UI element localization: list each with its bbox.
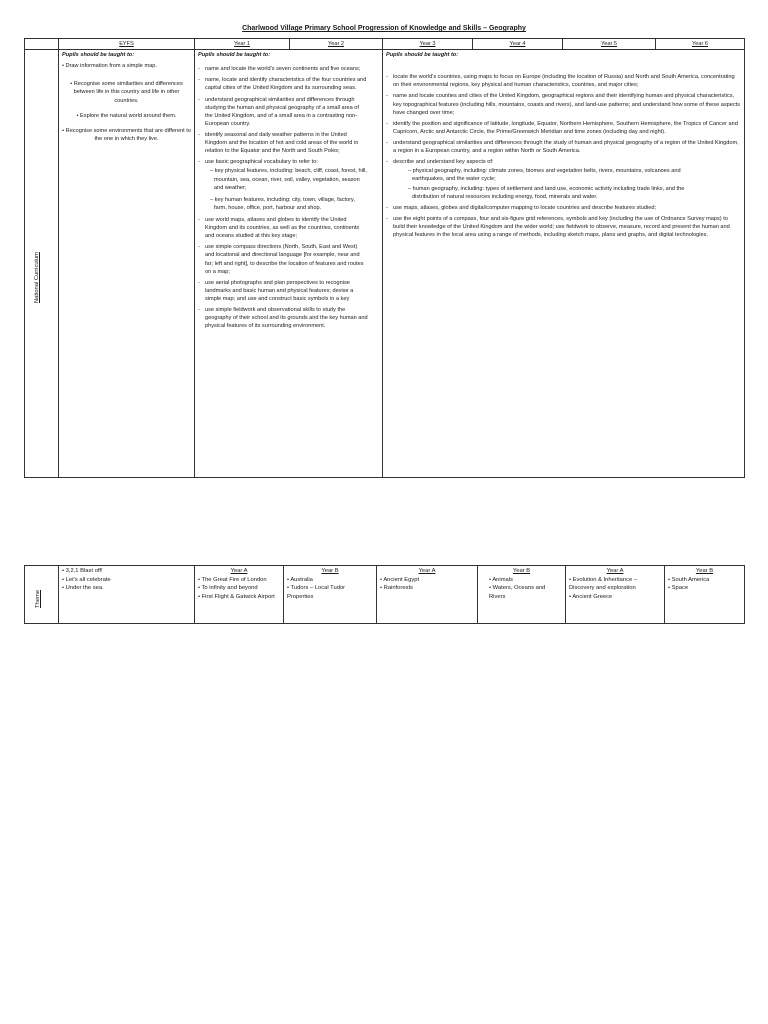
ks2-item: - identify the position and significance of latitude, longitude, Equator, Northern Hemisphere, Southern Hemisphere, the Tropics of Cancer and Capricorn, Arctic and Antarctic Circle, the Prime/Greenwich Meridian and time zones (including day and night). xyxy=(386,120,741,136)
theme-item: • Evolution & Inheritance – Discovery and exploration xyxy=(569,576,638,592)
ks1-item: - use basic geographical vocabulary to refer to: xyxy=(198,158,368,166)
theme-eyfs-item: • Let’s all celebrate xyxy=(62,576,111,583)
ks1-item: - identify seasonal and daily weather patterns in the United Kingdom and the location of hot and cold areas of the world in relation to the Equator and the North and South Poles; xyxy=(198,131,368,155)
theme-label-cell xyxy=(25,566,59,624)
ks2-item: - use maps, atlases, globes and digital/computer mapping to locate countries and describe features studied; xyxy=(386,204,741,212)
eyfs-cell xyxy=(59,50,195,478)
theme-row xyxy=(25,566,745,624)
row-label-theme: Theme xyxy=(35,589,41,608)
theme-year1-2-cell-a xyxy=(195,566,284,624)
header-eyfs: EYFS xyxy=(59,39,195,50)
theme-item: • Australia xyxy=(287,576,313,583)
theme-column-head: Year A xyxy=(418,568,436,574)
corner-cell xyxy=(25,39,59,50)
theme-item: • First Flight & Gatwick Airport xyxy=(198,594,275,601)
theme-item: • To infinity and beyond xyxy=(198,585,258,592)
theme-eyfs-cell xyxy=(59,566,195,624)
ks1-heading: Pupils should be taught to: xyxy=(198,52,271,59)
eyfs-item: • Recognise some similarities and differences between life in this country and life in other countries. xyxy=(70,81,183,104)
theme-item: • Ancient Greece xyxy=(569,594,613,601)
ks2-sub-item: – physical geography, including: climate zones, biomes and vegetation belts, rivers, mountains, volcanoes and earthquakes, and the water cycle; xyxy=(408,168,681,183)
ks1-item: - use simple compass directions (North, South, East and West) and locational and directional language [for example, near and far; left and right], to describe the location of features and routes on a map; xyxy=(198,243,368,275)
theme-item: • Space xyxy=(668,585,689,592)
ks2-heading: Pupils should be taught to: xyxy=(386,52,459,59)
ks1-item: - name, locate and identify characteristics of the four countries and capital cities of the United Kingdom and its surrounding seas. xyxy=(198,76,368,92)
header-year-4: Year 4 xyxy=(473,39,563,50)
theme-year3-4-cell-b xyxy=(478,566,566,624)
ks1-vocab-sublist xyxy=(198,167,368,212)
theme-year1-2-cell-b xyxy=(284,566,377,624)
ks1-sub-item: – key physical features, including: beach, cliff, coast, forest, hill, mountain, sea, ocean, river, soil, valley, vegetation, season and weather; xyxy=(210,168,367,191)
theme-item: • Tudors – Local Tudor Properties xyxy=(287,585,346,601)
theme-item: • Waters, Oceans and Rivers xyxy=(489,585,546,601)
header-row xyxy=(25,39,745,50)
ks1-cell xyxy=(195,50,383,478)
ks2-aspects-sublist xyxy=(386,167,688,200)
ks1-item: - use aerial photographs and plan perspectives to recognise landmarks and basic human and physical features; devise a simple map; and use and construct basic symbols in a key xyxy=(198,279,368,303)
theme-item: • Ancient Egypt xyxy=(380,576,420,583)
theme-eyfs-item: • Under the sea. xyxy=(62,585,104,592)
theme-year5-6-cell-b xyxy=(665,566,745,624)
eyfs-item: • Recognise some environments that are different to the one in which they live. xyxy=(62,127,191,142)
theme-item: • South America xyxy=(668,576,710,583)
ks2-item: - locate the world’s countries, using maps to focus on Europe (including the location of Russia) and North and South America, concentrating on their environmental regions, key physical and human characteristics, countries, and major cities; xyxy=(386,73,741,89)
header-year-5: Year 5 xyxy=(563,39,656,50)
ks2-cell xyxy=(383,50,745,478)
header-year-1: Year 1 xyxy=(195,39,290,50)
theme-column-head: Year B xyxy=(321,568,339,574)
ks2-item: - use the eight points of a compass, four and six-figure grid references, symbols and key (including the use of Ordnance Survey maps) to build their knowledge of the United Kingdom and the wider world; use fieldwork to observe, measure, record and present the human and physical features in the local area using a range of methods, including sketch maps, plans and graphs, and digital technologies. xyxy=(386,215,741,239)
theme-eyfs-item: • 3,2,1 Blast off! xyxy=(62,568,103,574)
theme-year3-4-cell-a xyxy=(377,566,478,624)
nc-content-row xyxy=(25,50,745,478)
ks2-item: - describe and understand key aspects of: xyxy=(386,158,741,166)
ks1-item: - understand geographical similarities and differences through studying the human and physical geography of a small area of the United Kingdom, and of a small area in a contrasting non-European country. xyxy=(198,96,368,128)
ks1-item: - name and locate the world’s seven continents and five oceans; xyxy=(198,65,368,73)
theme-column-head: Year B xyxy=(695,568,714,574)
document-title: Charlwood Village Primary School Progression of Knowledge and Skills – Geography xyxy=(242,25,526,32)
theme-item: • Rainforests xyxy=(380,585,413,592)
ks2-item: - name and locate counties and cities of the United Kingdom, geographical regions and their identifying human and physical characteristics, key topographical features (including hills, mountains, coasts and rivers), and land-use patterns; and understand how some of these aspects have changed over time; xyxy=(386,92,741,116)
theme-table xyxy=(24,565,745,624)
theme-column-head: Year A xyxy=(606,568,624,574)
ks1-item: - use simple fieldwork and observational skills to study the geography of their school and its grounds and the key human and physical features of its surrounding environment. xyxy=(198,306,368,330)
ks1-sub-item: – key human features, including: city, town, village, factory, farm, house, office, port, harbour and shop. xyxy=(210,196,355,211)
theme-year5-6-cell-a xyxy=(566,566,665,624)
ks2-item: - understand geographical similarities and differences through the study of human and physical geography of a region of the United Kingdom, a region in a European country, and a region within North or South America. xyxy=(386,139,741,155)
national-curriculum-table xyxy=(24,38,745,478)
eyfs-heading: Pupils should be taught to: xyxy=(62,52,135,59)
header-year-6: Year 6 xyxy=(656,39,745,50)
header-year-3: Year 3 xyxy=(383,39,473,50)
row-label-national-curriculum: National Curriculum xyxy=(34,252,40,304)
ks1-item: - use world maps, atlases and globes to identify the United Kingdom and its countries, as well as the countries, continents and oceans studied at this key stage; xyxy=(198,216,368,240)
row-label-cell xyxy=(25,50,59,478)
theme-item: • The Great Fire of London xyxy=(198,576,267,583)
theme-item: • Animals xyxy=(489,576,513,583)
ks2-sub-item: – human geography, including: types of settlement and land use, economic activity including trade links, and the distribution of natural resources including energy, food, minerals and water. xyxy=(408,185,685,200)
header-year-2: Year 2 xyxy=(290,39,383,50)
theme-column-head: Year B xyxy=(512,568,531,574)
eyfs-item: • Draw information from a simple map. xyxy=(62,63,157,70)
eyfs-item: • Explore the natural world around them. xyxy=(76,112,177,119)
theme-column-head: Year A xyxy=(230,568,248,574)
